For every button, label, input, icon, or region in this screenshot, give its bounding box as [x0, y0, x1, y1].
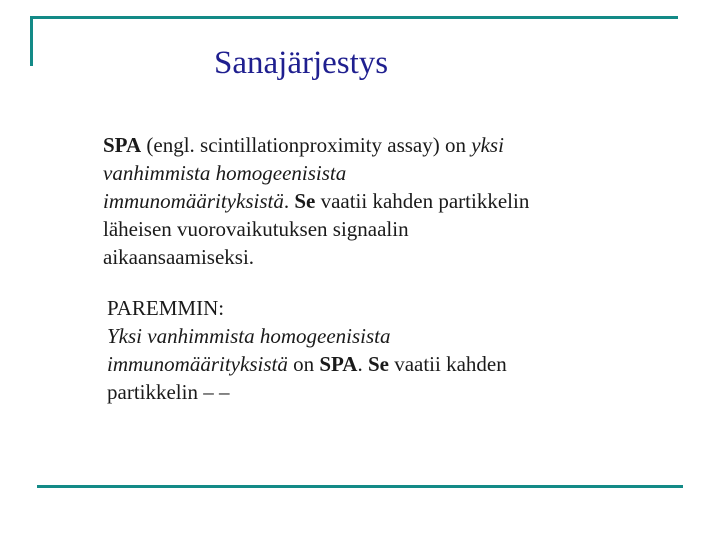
italic-segment: yksi: [471, 133, 504, 157]
bold-segment: Se: [367, 352, 389, 376]
paragraph-2-line-3: [107, 350, 587, 378]
text-segment: vaatii kahden partikkelin: [315, 189, 530, 213]
text-segment: (engl. scintillationproximity assay) on: [141, 133, 472, 157]
italic-segment: immunomäärityksistä: [107, 352, 288, 376]
text-segment: .: [283, 189, 295, 213]
slide-title: Sanajärjestys: [214, 45, 389, 81]
italic-segment: Yksi vanhimmista homogeenisista: [107, 324, 391, 348]
paragraph-1-line-4: läheisen vuorovaikutuksen signaalin: [103, 217, 409, 241]
bold-segment: Se: [294, 189, 316, 213]
paragraph-original: [103, 131, 583, 271]
text-segment: on: [287, 352, 320, 376]
frame-top-rule: [30, 16, 678, 19]
paragraph-1-line-3: [103, 187, 583, 215]
text-segment: .: [357, 352, 368, 376]
italic-segment: immunomäärityksistä: [103, 189, 284, 213]
paragraph-1-line-5: aikaansaamiseksi.: [103, 245, 255, 269]
paragraph-1-line-1: [103, 131, 583, 159]
term-spa: SPA: [103, 133, 142, 157]
paragraph-2-line-2: [107, 322, 587, 350]
italic-segment: vanhimmista homogeenisista: [103, 161, 347, 185]
paragraph-1-line-2: [103, 159, 583, 187]
paragraph-2-line-4: partikkelin – –: [107, 380, 230, 404]
text-segment: vaatii kahden: [388, 352, 507, 376]
paragraph-improved: [107, 294, 587, 406]
paragraph-2-heading: PAREMMIN:: [107, 296, 225, 320]
frame-bottom-rule: [37, 485, 683, 488]
term-spa: SPA: [319, 352, 358, 376]
frame-left-rule: [30, 16, 33, 66]
